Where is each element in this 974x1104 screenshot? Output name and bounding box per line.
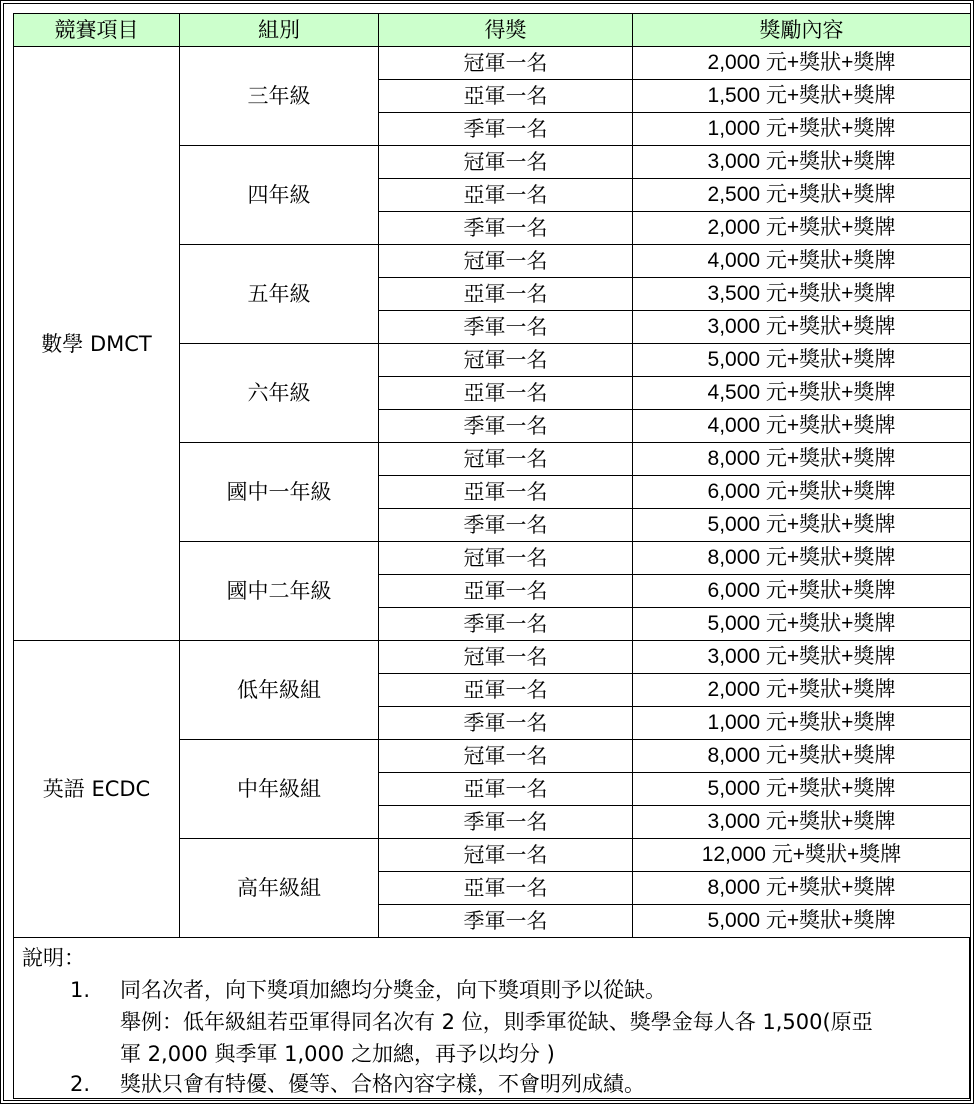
reward-cell: 3,500 元+獎狀+獎牌 bbox=[633, 278, 971, 311]
group-name-cell: 高年級組 bbox=[180, 839, 379, 938]
placement-cell: 亞軍一名 bbox=[379, 476, 633, 509]
table-row bbox=[14, 641, 971, 674]
placement-cell: 冠軍一名 bbox=[379, 245, 633, 278]
reward-cell: 3,000 元+獎狀+獎牌 bbox=[633, 806, 971, 839]
reward-cell: 5,000 元+獎狀+獎牌 bbox=[633, 905, 971, 938]
reward-cell: 8,000 元+獎狀+獎牌 bbox=[633, 443, 971, 476]
note-text-line: 獎狀只會有特優、優等、合格內容字樣，不會明列成績。 bbox=[120, 1072, 645, 1096]
competition-name-cell: 英語 ECDC bbox=[14, 641, 180, 938]
reward-cell: 1,000 元+獎狀+獎牌 bbox=[633, 707, 971, 740]
group-name-cell: 六年級 bbox=[180, 344, 379, 443]
placement-cell: 冠軍一名 bbox=[379, 839, 633, 872]
reward-cell: 1,500 元+獎狀+獎牌 bbox=[633, 80, 971, 113]
reward-cell: 3,000 元+獎狀+獎牌 bbox=[633, 641, 971, 674]
placement-cell: 冠軍一名 bbox=[379, 47, 633, 80]
reward-cell: 8,000 元+獎狀+獎牌 bbox=[633, 872, 971, 905]
reward-cell: 4,500 元+獎狀+獎牌 bbox=[633, 377, 971, 410]
placement-cell: 冠軍一名 bbox=[379, 443, 633, 476]
prize-table bbox=[13, 13, 971, 938]
placement-cell: 季軍一名 bbox=[379, 806, 633, 839]
placement-cell: 亞軍一名 bbox=[379, 575, 633, 608]
reward-cell: 8,000 元+獎狀+獎牌 bbox=[633, 542, 971, 575]
placement-cell: 冠軍一名 bbox=[379, 542, 633, 575]
group-name-cell: 五年級 bbox=[180, 245, 379, 344]
competition-name-cell: 數學 DMCT bbox=[14, 47, 180, 641]
reward-cell: 6,000 元+獎狀+獎牌 bbox=[633, 575, 971, 608]
note-number: 2. bbox=[70, 1072, 91, 1096]
notes-title: 說明： bbox=[22, 946, 85, 970]
note-number: 1. bbox=[70, 978, 91, 1002]
reward-cell: 2,000 元+獎狀+獎牌 bbox=[633, 47, 971, 80]
placement-cell: 冠軍一名 bbox=[379, 641, 633, 674]
reward-cell: 2,000 元+獎狀+獎牌 bbox=[633, 212, 971, 245]
header-placement: 得獎 bbox=[379, 14, 633, 47]
note-text-line: 舉例：低年級組若亞軍得同名次有 2 位，則季軍從缺、獎學金每人各 1,500(原亞 bbox=[120, 1010, 873, 1034]
header-reward: 獎勵內容 bbox=[633, 14, 971, 47]
placement-cell: 季軍一名 bbox=[379, 608, 633, 641]
prize-table-body bbox=[14, 47, 971, 938]
placement-cell: 季軍一名 bbox=[379, 707, 633, 740]
header-competition: 競賽項目 bbox=[14, 14, 180, 47]
placement-cell: 季軍一名 bbox=[379, 113, 633, 146]
note-text-line: 同名次者，向下獎項加總均分獎金，向下獎項則予以從缺。 bbox=[120, 978, 666, 1002]
placement-cell: 亞軍一名 bbox=[379, 278, 633, 311]
group-name-cell: 四年級 bbox=[180, 146, 379, 245]
reward-cell: 5,000 元+獎狀+獎牌 bbox=[633, 608, 971, 641]
reward-cell: 8,000 元+獎狀+獎牌 bbox=[633, 740, 971, 773]
group-name-cell: 三年級 bbox=[180, 47, 379, 146]
header-row bbox=[14, 14, 971, 47]
reward-cell: 3,000 元+獎狀+獎牌 bbox=[633, 146, 971, 179]
placement-cell: 季軍一名 bbox=[379, 509, 633, 542]
reward-cell: 2,000 元+獎狀+獎牌 bbox=[633, 674, 971, 707]
placement-cell: 季軍一名 bbox=[379, 311, 633, 344]
placement-cell: 冠軍一名 bbox=[379, 146, 633, 179]
reward-cell: 5,000 元+獎狀+獎牌 bbox=[633, 344, 971, 377]
placement-cell: 亞軍一名 bbox=[379, 179, 633, 212]
reward-cell: 6,000 元+獎狀+獎牌 bbox=[633, 476, 971, 509]
placement-cell: 冠軍一名 bbox=[379, 344, 633, 377]
reward-cell: 4,000 元+獎狀+獎牌 bbox=[633, 410, 971, 443]
placement-cell: 季軍一名 bbox=[379, 410, 633, 443]
placement-cell: 季軍一名 bbox=[379, 905, 633, 938]
placement-cell: 亞軍一名 bbox=[379, 80, 633, 113]
header-group: 組別 bbox=[180, 14, 379, 47]
placement-cell: 冠軍一名 bbox=[379, 740, 633, 773]
placement-cell: 亞軍一名 bbox=[379, 872, 633, 905]
reward-cell: 2,500 元+獎狀+獎牌 bbox=[633, 179, 971, 212]
note-text-line: 軍 2,000 與季軍 1,000 之加總，再予以均分 ) bbox=[120, 1042, 555, 1066]
placement-cell: 亞軍一名 bbox=[379, 773, 633, 806]
notes-section bbox=[13, 938, 970, 1099]
reward-cell: 3,000 元+獎狀+獎牌 bbox=[633, 311, 971, 344]
placement-cell: 亞軍一名 bbox=[379, 377, 633, 410]
table-row bbox=[14, 47, 971, 80]
group-name-cell: 國中二年級 bbox=[180, 542, 379, 641]
placement-cell: 亞軍一名 bbox=[379, 674, 633, 707]
reward-cell: 5,000 元+獎狀+獎牌 bbox=[633, 773, 971, 806]
reward-cell: 12,000 元+獎狀+獎牌 bbox=[633, 839, 971, 872]
placement-cell: 季軍一名 bbox=[379, 212, 633, 245]
group-name-cell: 國中一年級 bbox=[180, 443, 379, 542]
group-name-cell: 中年級組 bbox=[180, 740, 379, 839]
reward-cell: 5,000 元+獎狀+獎牌 bbox=[633, 509, 971, 542]
reward-cell: 4,000 元+獎狀+獎牌 bbox=[633, 245, 971, 278]
reward-cell: 1,000 元+獎狀+獎牌 bbox=[633, 113, 971, 146]
group-name-cell: 低年級組 bbox=[180, 641, 379, 740]
